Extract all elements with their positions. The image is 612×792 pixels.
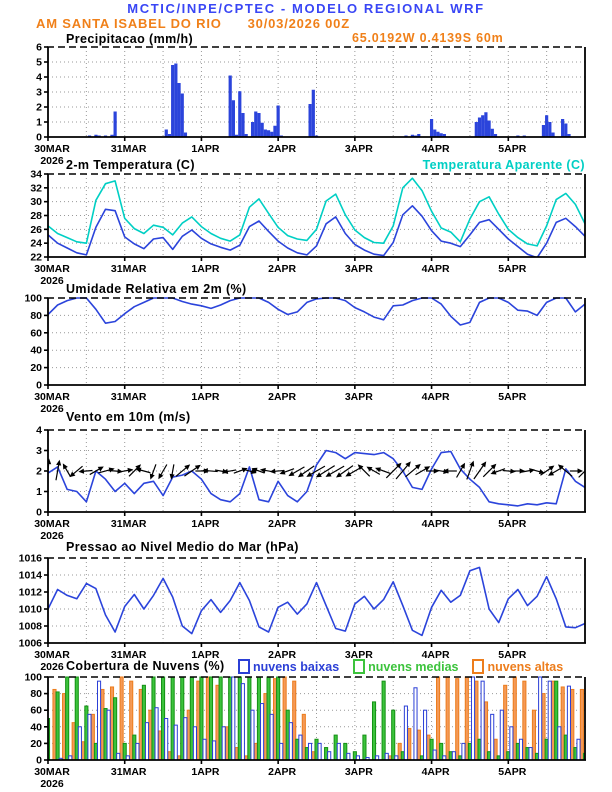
- svg-text:1APR: 1APR: [191, 391, 220, 403]
- svg-text:2026: 2026: [40, 275, 64, 287]
- svg-text:31MAR: 31MAR: [110, 143, 147, 155]
- svg-text:0: 0: [36, 506, 42, 519]
- svg-text:4APR: 4APR: [421, 143, 450, 155]
- svg-text:3: 3: [36, 86, 42, 99]
- svg-text:20: 20: [30, 362, 42, 375]
- svg-text:100: 100: [24, 292, 42, 305]
- svg-text:4APR: 4APR: [421, 391, 450, 403]
- svg-text:32: 32: [30, 182, 42, 195]
- station-name: AM SANTA ISABEL DO RIO: [36, 16, 222, 31]
- svg-text:2026: 2026: [40, 403, 64, 415]
- svg-text:5APR: 5APR: [498, 518, 527, 530]
- svg-text:60: 60: [30, 327, 42, 340]
- svg-text:100: 100: [24, 671, 42, 684]
- svg-text:4APR: 4APR: [421, 766, 450, 778]
- svg-text:6: 6: [36, 41, 42, 54]
- svg-text:1APR: 1APR: [191, 143, 220, 155]
- svg-text:40: 40: [30, 721, 42, 734]
- svg-text:1APR: 1APR: [191, 766, 220, 778]
- svg-text:0: 0: [36, 379, 42, 392]
- svg-text:2APR: 2APR: [268, 518, 297, 530]
- svg-text:3APR: 3APR: [344, 649, 373, 661]
- svg-text:5APR: 5APR: [498, 766, 527, 778]
- location-coordinates: 65.0192W 0.4139S 60m: [352, 31, 504, 45]
- panel-title-humidity: Umidade Relativa em 2m (%): [66, 282, 247, 296]
- svg-text:22: 22: [30, 251, 42, 264]
- svg-text:5APR: 5APR: [498, 649, 527, 661]
- svg-text:4: 4: [36, 71, 42, 84]
- svg-text:1008: 1008: [18, 620, 42, 633]
- svg-text:1012: 1012: [18, 586, 42, 599]
- svg-text:2APR: 2APR: [268, 143, 297, 155]
- svg-text:2APR: 2APR: [268, 391, 297, 403]
- svg-text:4APR: 4APR: [421, 649, 450, 661]
- svg-text:4APR: 4APR: [421, 518, 450, 530]
- panel-5: [24, 672, 589, 791]
- svg-text:4: 4: [36, 424, 42, 437]
- svg-text:1APR: 1APR: [191, 649, 220, 661]
- svg-text:31MAR: 31MAR: [110, 263, 147, 275]
- svg-text:2026: 2026: [40, 661, 64, 673]
- svg-text:31MAR: 31MAR: [110, 391, 147, 403]
- svg-text:1APR: 1APR: [191, 518, 220, 530]
- svg-text:3APR: 3APR: [344, 518, 373, 530]
- svg-text:30MAR: 30MAR: [34, 263, 70, 275]
- svg-text:31MAR: 31MAR: [110, 766, 147, 778]
- svg-text:5: 5: [36, 56, 42, 69]
- svg-text:30MAR: 30MAR: [34, 766, 70, 778]
- panel-1: [30, 169, 586, 288]
- svg-text:26: 26: [30, 223, 42, 236]
- svg-text:2026: 2026: [40, 778, 64, 790]
- svg-text:31MAR: 31MAR: [110, 649, 147, 661]
- svg-text:1006: 1006: [18, 637, 42, 650]
- svg-text:2026: 2026: [40, 155, 64, 167]
- svg-text:5APR: 5APR: [498, 143, 527, 155]
- svg-text:3APR: 3APR: [344, 766, 373, 778]
- svg-text:1APR: 1APR: [191, 263, 220, 275]
- svg-text:2: 2: [36, 101, 42, 114]
- panel-4: [19, 553, 586, 674]
- svg-text:5APR: 5APR: [498, 263, 527, 275]
- svg-text:3: 3: [36, 445, 42, 457]
- svg-text:2: 2: [36, 465, 42, 478]
- svg-text:1010: 1010: [18, 603, 42, 616]
- svg-text:24: 24: [30, 237, 42, 250]
- panel-0: [34, 42, 586, 168]
- svg-text:40: 40: [30, 344, 42, 357]
- svg-text:34: 34: [30, 168, 42, 181]
- page-title: MCTIC/INPE/CPTEC - MODELO REGIONAL WRF: [127, 1, 485, 16]
- svg-text:30MAR: 30MAR: [34, 143, 70, 155]
- svg-text:2APR: 2APR: [268, 649, 297, 661]
- panel-3: [34, 425, 594, 543]
- svg-text:4APR: 4APR: [421, 263, 450, 275]
- svg-text:80: 80: [30, 309, 42, 322]
- svg-text:2APR: 2APR: [268, 263, 297, 275]
- svg-text:31MAR: 31MAR: [110, 518, 147, 530]
- svg-text:80: 80: [30, 688, 42, 701]
- svg-text:20: 20: [30, 737, 42, 750]
- panel-title-temperature: 2-m Temperatura (C): [66, 158, 195, 172]
- svg-text:0: 0: [36, 131, 42, 144]
- panel-title-clouds: Cobertura de Nuvens (%): [66, 659, 225, 673]
- svg-text:30MAR: 30MAR: [34, 391, 70, 403]
- svg-text:0: 0: [36, 754, 42, 767]
- svg-text:3APR: 3APR: [344, 263, 373, 275]
- svg-text:60: 60: [30, 704, 42, 717]
- svg-text:1: 1: [36, 486, 42, 498]
- run-datetime: 30/03/2026 00Z: [247, 16, 350, 31]
- panel-title-wind: Vento em 10m (m/s): [66, 410, 191, 424]
- svg-text:30: 30: [30, 196, 42, 209]
- svg-text:2026: 2026: [40, 530, 64, 542]
- legend-label-high: nuvens altas: [487, 659, 564, 674]
- legend-apparent-temperature: Temperatura Aparente (C): [422, 158, 585, 172]
- svg-text:3APR: 3APR: [344, 391, 373, 403]
- panel-title-precipitation: Precipitacao (mm/h): [66, 32, 194, 46]
- svg-text:1016: 1016: [18, 552, 42, 565]
- legend-label-mid: nuvens medias: [368, 659, 459, 674]
- svg-text:30MAR: 30MAR: [34, 649, 70, 661]
- svg-text:2APR: 2APR: [268, 766, 297, 778]
- svg-text:3APR: 3APR: [344, 143, 373, 155]
- svg-text:5APR: 5APR: [498, 391, 527, 403]
- panel-title-pressure: Pressao ao Nivel Medio do Mar (hPa): [66, 540, 299, 554]
- legend-label-low: nuvens baixas: [253, 659, 340, 674]
- svg-text:28: 28: [30, 210, 42, 222]
- panel-2: [24, 293, 586, 416]
- svg-text:30MAR: 30MAR: [34, 518, 70, 530]
- svg-text:1014: 1014: [18, 569, 42, 582]
- svg-text:1: 1: [36, 116, 42, 129]
